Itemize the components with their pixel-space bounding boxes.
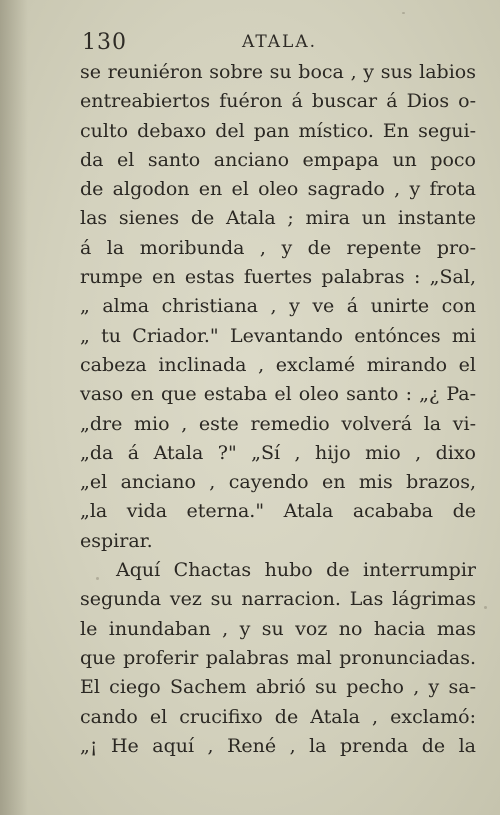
text-line: se reuniéron sobre su boca , y sus labios [80,61,476,83]
text-line: da el santo anciano empapa un poco [80,148,476,171]
text-line: que proferir palabras mal pronunciadas. [80,646,476,669]
text-line: „¡ He aquí , René , la prenda de la [80,734,476,757]
text-line: „da á Atala ?" „Sí , hijo mio , dixo [80,441,476,464]
text-line: las sienes de Atala ; mira un instante [80,207,476,230]
text-line: entreabiertos fuéron á buscar á Dios o- [80,90,476,113]
text-line: „ tu Criador." Levantando entónces mi [80,324,476,347]
page-header [82,30,472,60]
text-line: rumpe en estas fuertes palabras : „Sal, [80,266,476,289]
body-text [80,58,476,761]
text-line: de algodon en el oleo sagrado , y frota [80,178,476,201]
page-gutter-shadow [0,0,28,815]
paper-speck [96,577,99,580]
text-line: le inundaban , y su voz no hacia mas [80,617,476,640]
page-number: 130 [82,30,127,55]
text-line: cabeza inclinada , exclamé mirando el [80,353,476,376]
text-line: „el anciano , cayendo en mis brazos, [80,471,476,494]
text-line: segunda vez su narracion. Las lágrimas [80,588,476,611]
text-line: cando el crucifixo de Atala , exclamó: [80,705,476,728]
text-line: El ciego Sachem abrió su pecho , y sa- [80,676,476,699]
text-line: vaso en que estaba el oleo santo : „¿ Pa- [80,383,476,406]
text-line: „ alma christiana , y ve á unirte con [80,295,476,318]
paper-speck [402,12,405,14]
paper-speck [484,606,487,609]
paragraph-start-line: Aquí Chactas hubo de interrumpir [116,559,476,582]
running-title: ATALA. [242,32,318,52]
text-line: á la moribunda , y de repente pro- [80,236,476,259]
text-line: culto debaxo del pan místico. En segui- [80,119,476,142]
paragraph-end-line: espirar. [80,529,153,552]
text-line: „la vida eterna." Atala acababa de [80,500,476,523]
text-line: „dre mio , este remedio volverá la vi- [80,412,476,435]
